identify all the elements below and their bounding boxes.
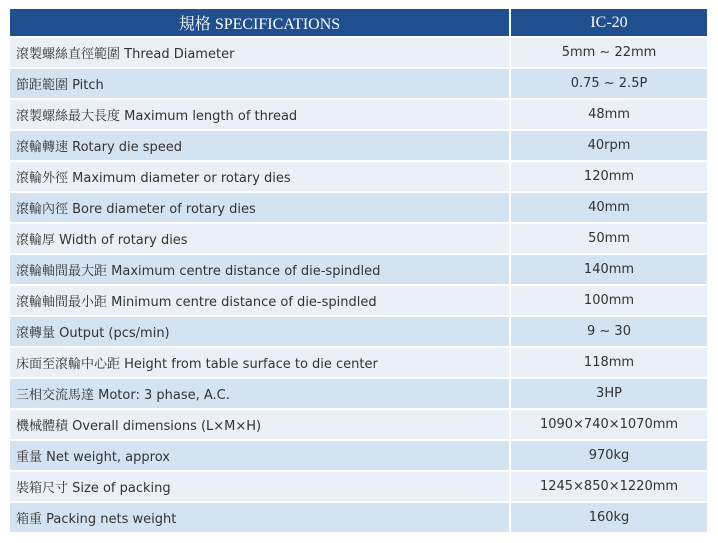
model-header: IC-20 xyxy=(511,9,707,36)
spec-value: 40mm xyxy=(511,193,707,222)
specifications-table xyxy=(8,7,709,534)
table-row xyxy=(10,38,707,67)
table-row xyxy=(10,224,707,253)
table-row xyxy=(10,503,707,532)
spec-label: 床面至滾輪中心距 Height from table surface to die center xyxy=(10,348,509,377)
table-row xyxy=(10,131,707,160)
spec-label: 滾轉量 Output (pcs/min) xyxy=(10,317,509,346)
spec-label: 節距範圍 Pitch xyxy=(10,69,509,98)
spec-value: 40rpm xyxy=(511,131,707,160)
spec-label: 三相交流馬達 Motor: 3 phase, A.C. xyxy=(10,379,509,408)
spec-value: 5mm ~ 22mm xyxy=(511,38,707,67)
spec-value: 0.75 ~ 2.5P xyxy=(511,69,707,98)
spec-value: 9 ~ 30 xyxy=(511,317,707,346)
spec-label: 滾製螺絲直徑範圍 Thread Diameter xyxy=(10,38,509,67)
spec-label: 箱重 Packing nets weight xyxy=(10,503,509,532)
table-row xyxy=(10,100,707,129)
spec-label: 滾輪轉速 Rotary die speed xyxy=(10,131,509,160)
spec-label: 滾製螺絲最大長度 Maximum length of thread xyxy=(10,100,509,129)
spec-value: 160kg xyxy=(511,503,707,532)
spec-label: 滾輪外徑 Maximum diameter or rotary dies xyxy=(10,162,509,191)
spec-label: 裝箱尺寸 Size of packing xyxy=(10,472,509,501)
spec-value: 140mm xyxy=(511,255,707,284)
table-row xyxy=(10,255,707,284)
spec-value: 100mm xyxy=(511,286,707,315)
spec-label: 重量 Net weight, approx xyxy=(10,441,509,470)
spec-value: 118mm xyxy=(511,348,707,377)
spec-value: 3HP xyxy=(511,379,707,408)
spec-value: 48mm xyxy=(511,100,707,129)
table-row xyxy=(10,286,707,315)
spec-value: 50mm xyxy=(511,224,707,253)
specifications-header: 規格 SPECIFICATIONS xyxy=(10,9,509,36)
spec-label: 滾輪軸間最小距 Minimum centre distance of die-spindled xyxy=(10,286,509,315)
spec-value: 120mm xyxy=(511,162,707,191)
table-row xyxy=(10,193,707,222)
spec-value: 1090×740×1070mm xyxy=(511,410,707,439)
table-row xyxy=(10,317,707,346)
table-row xyxy=(10,472,707,501)
spec-label: 滾輪厚 Width of rotary dies xyxy=(10,224,509,253)
table-row xyxy=(10,410,707,439)
spec-label: 滾輪軸間最大距 Maximum centre distance of die-spindled xyxy=(10,255,509,284)
spec-label: 機械體積 Overall dimensions (L×M×H) xyxy=(10,410,509,439)
table-row xyxy=(10,69,707,98)
table-row xyxy=(10,379,707,408)
table-row xyxy=(10,162,707,191)
table-row xyxy=(10,441,707,470)
spec-value: 970kg xyxy=(511,441,707,470)
table-row xyxy=(10,348,707,377)
spec-value: 1245×850×1220mm xyxy=(511,472,707,501)
header-row xyxy=(10,9,707,36)
spec-label: 滾輪內徑 Bore diameter of rotary dies xyxy=(10,193,509,222)
